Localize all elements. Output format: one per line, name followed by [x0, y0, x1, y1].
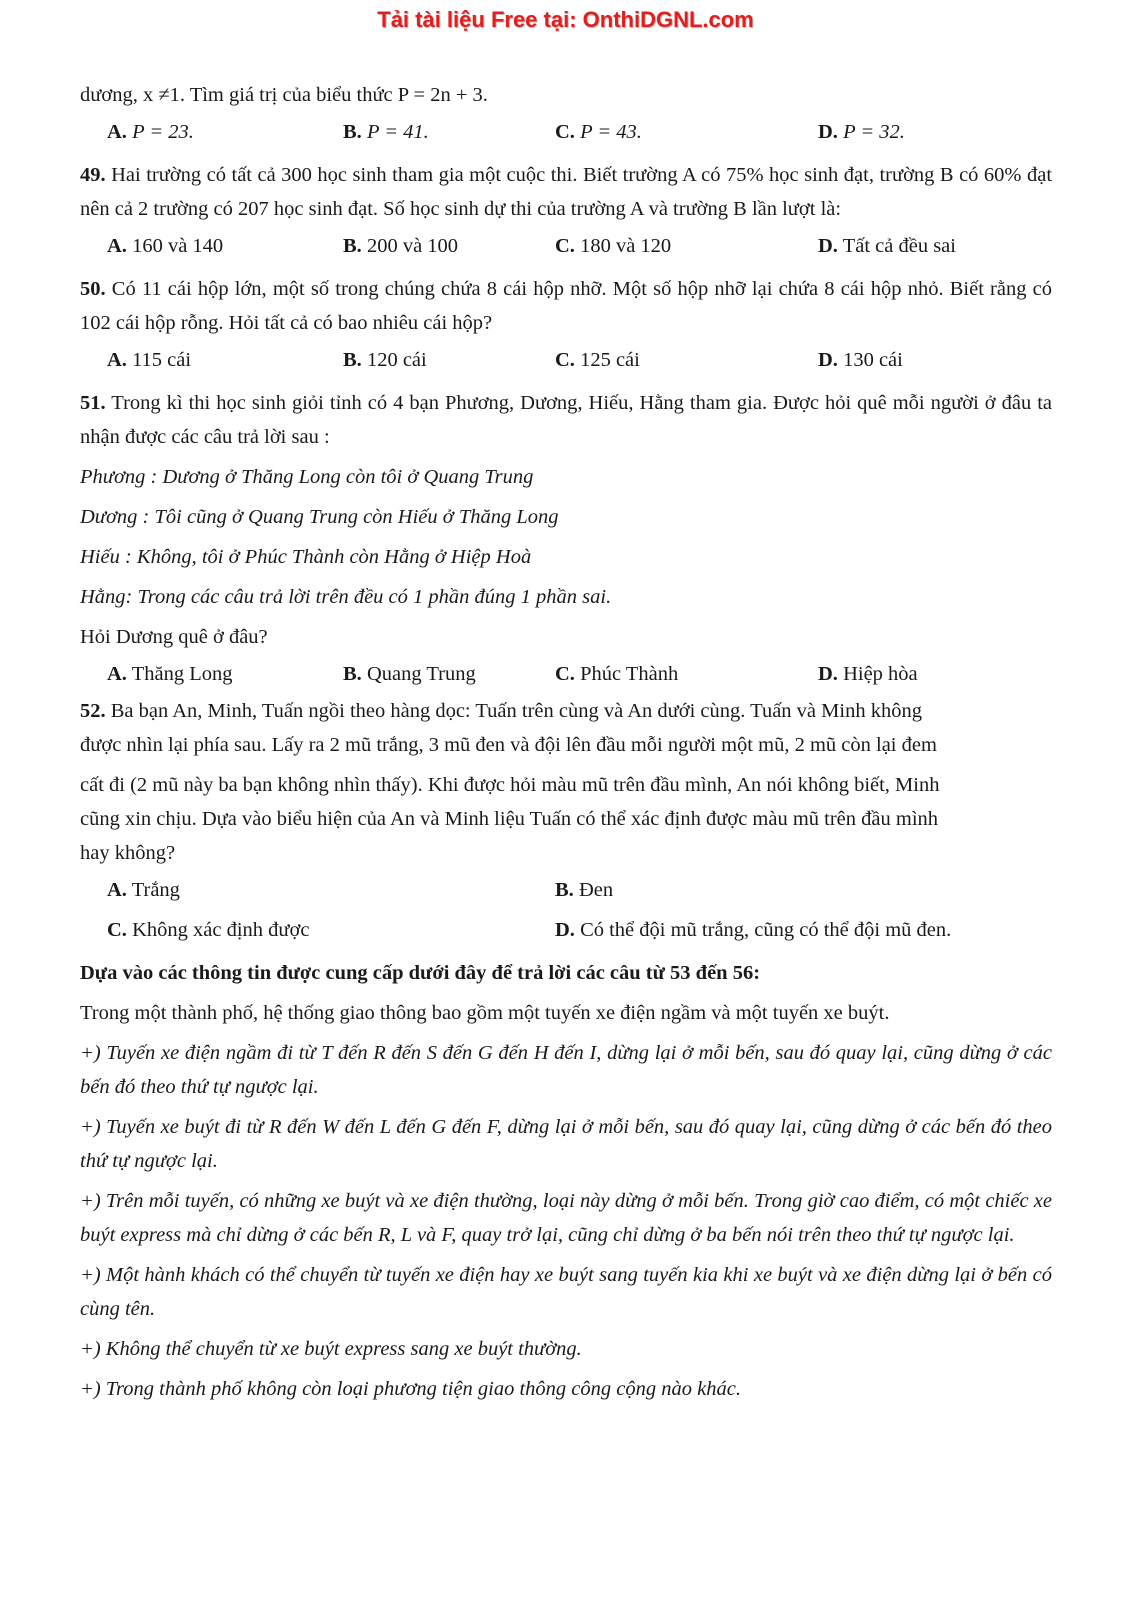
option-label: D.	[818, 349, 838, 371]
option-text: Hiệp hòa	[843, 663, 918, 685]
option-label: A.	[107, 879, 127, 901]
option-text: Tất cả đều sai	[842, 235, 956, 257]
q51-question: Hỏi Dương quê ở đâu?	[80, 626, 268, 648]
option-label: B.	[343, 663, 362, 685]
option-label: A.	[107, 663, 127, 685]
q52-options-row-2	[80, 910, 1052, 950]
option-text: 160 và 140	[132, 235, 224, 257]
question-text: Có 11 cái hộp lớn, một số trong chúng chứa 8 cái hộp nhỡ. Một số hộp nhỡ lại chứa 8 cái hộp nhỏ. Biết rằng có 102 cái hộp rỗng. Hỏi tất cả có bao nhiêu cái hộp?	[80, 278, 1053, 334]
option-text: 130 cái	[843, 349, 903, 371]
question-number: 49.	[80, 164, 106, 186]
q49-option-a	[107, 229, 223, 263]
q49-options	[80, 226, 1052, 266]
q50-option-b	[343, 343, 427, 377]
question-text: Trong kì thi học sinh giỏi tỉnh có 4 bạn Phương, Dương, Hiếu, Hằng tham gia. Được hỏi quê mỗi người ở đâu ta nhận được các câu trả lời sau :	[80, 392, 1052, 448]
info-bullet-no-other-transport: +) Trong thành phố không còn loại phương tiện giao thông công cộng nào khác.	[80, 1378, 741, 1400]
info-bullet-express: +) Trên mỗi tuyến, có những xe buýt và xe điện thường, loại này dừng ở mỗi bến. Trong giờ cao điểm, có một chiếc xe buýt express mà chỉ dừng ở các bến R, L và F, quay trở lại, cũng chỉ dừng ở ba bến nói trên theo thứ tự ngược lại.	[80, 1190, 1052, 1246]
q51-statement-phuong: Phương : Dương ở Thăng Long còn tôi ở Quang Trung	[80, 466, 534, 488]
option-label: C.	[555, 235, 575, 257]
option-text: Có thể đội mũ trắng, cũng có thể đội mũ đen.	[580, 919, 952, 941]
q49-option-c	[555, 229, 671, 263]
q49-stem	[80, 158, 1052, 226]
question-text: Ba bạn An, Minh, Tuấn ngồi theo hàng dọc: Tuấn trên cùng và An dưới cùng. Tuấn và Minh không	[110, 700, 922, 722]
option-label: B.	[343, 349, 362, 371]
option-text: P = 43.	[580, 121, 642, 143]
q52-options-row-1	[80, 870, 1052, 910]
option-text: P = 23.	[132, 121, 194, 143]
q49-option-b	[343, 229, 458, 263]
option-text: 120 cái	[366, 349, 427, 371]
q50-options	[80, 340, 1052, 380]
q51-option-b	[343, 657, 476, 691]
option-label: B.	[555, 879, 574, 901]
option-label: D.	[818, 235, 838, 257]
info-bullet-subway: +) Tuyến xe điện ngầm đi từ T đến R đến S đến G đến H đến I, dừng lại ở mỗi bến, sau đó quay lại, cũng dừng ở các bến đó theo thứ tự ngược lại.	[80, 1042, 1052, 1098]
option-label: D.	[555, 919, 575, 941]
option-label: A.	[107, 349, 127, 371]
q52-option-c	[107, 913, 309, 947]
q52-option-a	[107, 873, 180, 907]
option-text: Quang Trung	[366, 663, 476, 685]
option-text: Phúc Thành	[580, 663, 679, 685]
q48-option-b	[343, 115, 429, 149]
site-header-banner: Tải tài liệu Free tại: OnthiDGNL.com	[377, 7, 754, 32]
q52-stem-line-3: cất đi (2 mũ này ba bạn không nhìn thấy). Khi được hỏi màu mũ trên đầu mình, An nói không biết, Minh	[80, 774, 940, 796]
q52-option-d	[555, 913, 951, 947]
option-text: 180 và 120	[580, 235, 672, 257]
q51-statement-hieu: Hiếu : Không, tôi ở Phúc Thành còn Hằng ở Hiệp Hoà	[80, 546, 532, 568]
info-bullet-bus: +) Tuyến xe buýt đi từ R đến W đến L đến G đến F, dừng lại ở mỗi bến, sau đó quay lại, cũng dừng ở các bến đó theo thứ tự ngược lại.	[80, 1116, 1052, 1172]
q50-option-c	[555, 343, 640, 377]
q48-option-d	[818, 115, 905, 149]
option-text: Trắng	[131, 879, 180, 901]
option-text: Không xác định được	[132, 919, 310, 941]
option-label: D.	[818, 121, 838, 143]
q51-options	[80, 654, 1052, 694]
option-label: D.	[818, 663, 838, 685]
option-label: C.	[555, 121, 575, 143]
option-label: B.	[343, 235, 362, 257]
q52-stem-line-2: được nhìn lại phía sau. Lấy ra 2 mũ trắng, 3 mũ đen và đội lên đầu mỗi người một mũ, 2 mũ còn lại đem	[80, 734, 937, 756]
info-bullet-transfer: +) Một hành khách có thể chuyển từ tuyến xe điện hay xe buýt sang tuyến kia khi xe buýt và xe điện dừng lại ở bến có cùng tên.	[80, 1264, 1052, 1320]
option-label: C.	[555, 349, 575, 371]
q49-option-d	[818, 229, 956, 263]
q51-statement-hang: Hằng: Trong các câu trả lời trên đều có 1 phần đúng 1 phần sai.	[80, 586, 612, 608]
question-number: 52.	[80, 700, 106, 722]
q51-option-a	[107, 657, 232, 691]
question-number: 51.	[80, 392, 106, 414]
option-text: P = 41.	[366, 121, 429, 143]
q51-option-d	[818, 657, 918, 691]
option-label: C.	[107, 919, 127, 941]
q52-stem-line-1	[80, 694, 1052, 728]
q48-options	[80, 112, 1052, 152]
q50-option-a	[107, 343, 191, 377]
q52-option-b	[555, 873, 613, 907]
q51-statement-duong: Dương : Tôi cũng ở Quang Trung còn Hiếu ở Thăng Long	[80, 506, 559, 528]
option-text: P = 32.	[843, 121, 905, 143]
option-text: 125 cái	[580, 349, 640, 371]
option-text: 200 và 100	[366, 235, 459, 257]
q51-stem	[80, 386, 1052, 454]
info-intro: Trong một thành phố, hệ thống giao thông bao gồm một tuyến xe điện ngầm và một tuyến xe buýt.	[80, 1002, 890, 1024]
q48-option-a	[107, 115, 194, 149]
info-bullet-no-express-transfer: +) Không thể chuyển từ xe buýt express sang xe buýt thường.	[80, 1338, 582, 1360]
document-body	[80, 78, 1052, 1406]
q52-stem-line-5: hay không?	[80, 842, 176, 864]
q52-stem-line-4: cũng xin chịu. Dựa vào biểu hiện của An và Minh liệu Tuấn có thể xác định được màu mũ trên đầu mình	[80, 808, 939, 830]
option-label: C.	[555, 663, 575, 685]
q48-option-c	[555, 115, 642, 149]
q50-option-d	[818, 343, 903, 377]
q51-option-c	[555, 657, 678, 691]
option-text: 115 cái	[132, 349, 192, 371]
option-label: B.	[343, 121, 362, 143]
option-text: Đen	[578, 879, 614, 901]
q48-tail-text: dương, x ≠1. Tìm giá trị của biểu thức P = 2n + 3.	[80, 84, 488, 106]
option-label: A.	[107, 121, 127, 143]
question-number: 50.	[80, 278, 106, 300]
info-heading: Dựa vào các thông tin được cung cấp dưới đây để trả lời các câu từ 53 đến 56:	[80, 962, 761, 984]
option-text: Thăng Long	[131, 663, 233, 685]
q50-stem	[80, 272, 1052, 340]
option-label: A.	[107, 235, 127, 257]
question-text: Hai trường có tất cả 300 học sinh tham gia một cuộc thi. Biết trường A có 75% học sinh đạt, trường B có 60% đạt nên cả 2 trường có 207 học sinh đạt. Số học sinh dự thi của trường A và trường B lần lượt là:	[80, 164, 1053, 220]
